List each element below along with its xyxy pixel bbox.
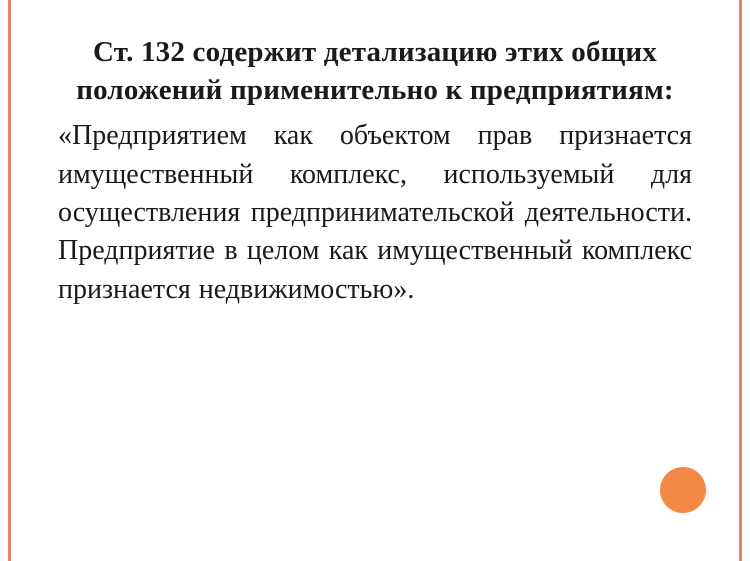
slide-content xyxy=(56,34,694,309)
right-border-rule xyxy=(739,0,742,561)
slide-title: Ст. 132 содержит детализацию этих общих положений применительно к предприятиям: xyxy=(76,36,674,106)
left-border-rule xyxy=(8,0,11,561)
slide-body-text: «Предприятием как объектом прав признается имущественный комплекс, используемый для осуществления предпринимательской деятельности. Предприятие в целом как имущественный комплекс признается недвижимостью». xyxy=(58,120,692,305)
decorative-circle xyxy=(660,467,706,513)
